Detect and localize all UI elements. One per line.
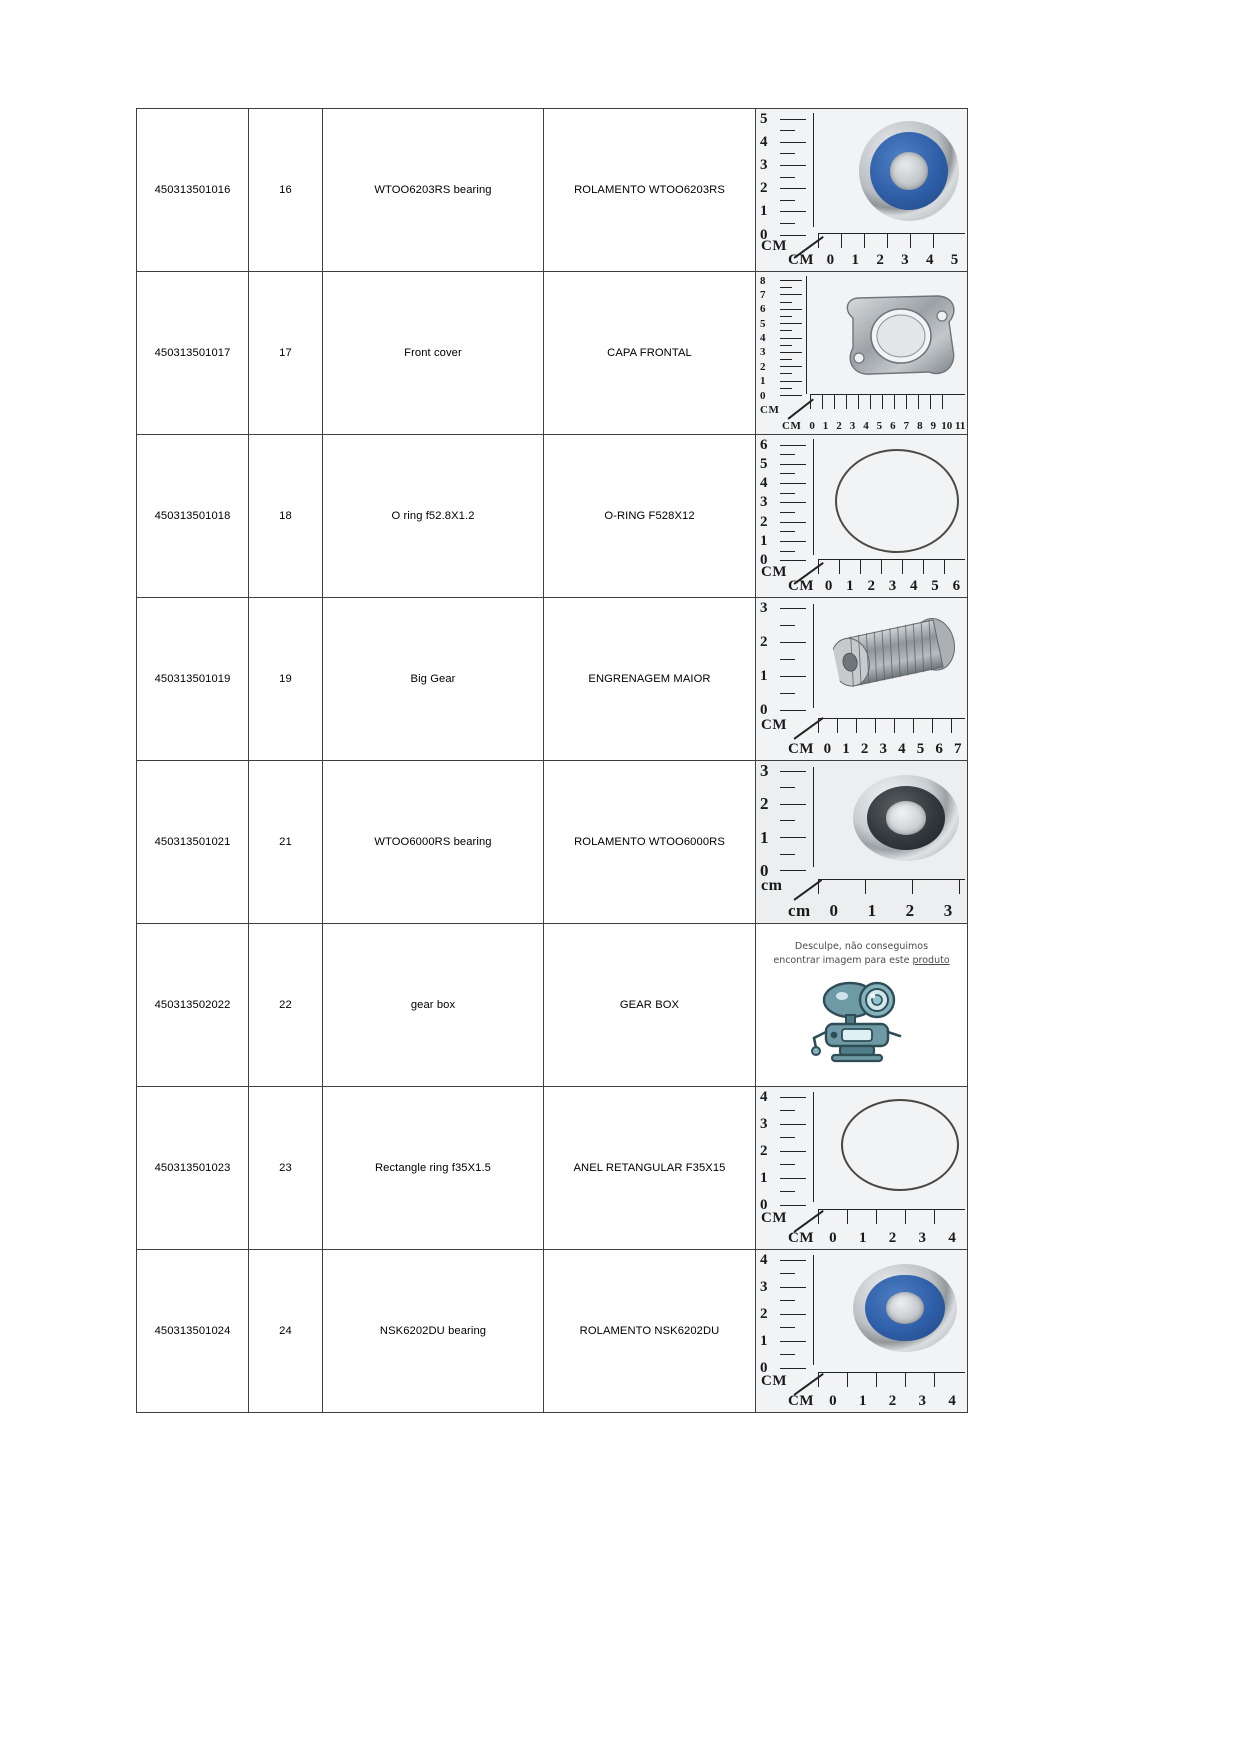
v-tick-label: 7: [760, 288, 766, 301]
ball-bearing-graphic: [859, 121, 959, 221]
h-unit-label: CM: [788, 578, 814, 594]
front-cover-graphic: [837, 288, 963, 384]
vertical-ruler: [760, 761, 830, 880]
v-tick-label: 3: [760, 599, 768, 616]
cell-product-image: [756, 1087, 968, 1250]
v-tick-label: 1: [760, 1169, 768, 1186]
table-row: [137, 598, 968, 761]
h-tick-label: 0: [829, 1393, 837, 1409]
h-tick-label: 1: [842, 741, 850, 757]
v-tick-label: 3: [760, 494, 768, 511]
h-tick-label: 3: [918, 1230, 927, 1246]
product-photo-rectangle-ring: [756, 1087, 967, 1249]
cell-name-en: gear box: [323, 924, 544, 1087]
v-tick-label: 2: [760, 794, 769, 814]
cell-item-number: 24: [249, 1250, 323, 1413]
rectangle-ring-graphic: [841, 1099, 959, 1191]
v-tick-label: 3: [760, 156, 768, 173]
v-tick-label: 0: [760, 860, 769, 880]
cell-name-pt: CAPA FRONTAL: [544, 272, 756, 435]
v-tick-label: 4: [760, 1088, 768, 1105]
cell-name-pt: ROLAMENTO NSK6202DU: [544, 1250, 756, 1413]
cell-part-code: 450313501016: [137, 109, 249, 272]
h-tick-label: 2: [860, 741, 869, 757]
v-unit-label: CM: [761, 1373, 787, 1389]
h-tick-label: 5: [876, 420, 883, 432]
table-row: [137, 435, 968, 598]
cell-name-en: WTOO6000RS bearing: [323, 761, 544, 924]
v-tick-label: 2: [760, 1305, 768, 1322]
v-tick-label: 1: [760, 1332, 768, 1349]
h-tick-label: 7: [903, 420, 910, 432]
v-tick-label: 6: [760, 303, 766, 316]
h-tick-label: 3: [918, 1393, 927, 1409]
cell-product-image: [756, 924, 968, 1087]
robot-icon: [802, 976, 922, 1073]
placeholder-line-2: encontrar imagem para este: [773, 954, 913, 966]
cell-item-number: 18: [249, 435, 323, 598]
v-tick-label: 4: [760, 1251, 768, 1268]
cell-name-en: O ring f52.8X1.2: [323, 435, 544, 598]
cell-name-pt: ROLAMENTO WTOO6203RS: [544, 109, 756, 272]
cell-product-image: [756, 1250, 968, 1413]
v-unit-label: CM: [761, 238, 787, 254]
h-tick-label: 6: [935, 741, 943, 757]
cell-part-code: 450313501017: [137, 272, 249, 435]
h-tick-label: 0: [824, 578, 833, 594]
h-tick-label: 4: [898, 741, 906, 757]
h-unit-label: CM: [788, 1393, 814, 1409]
cell-part-code: 450313502022: [137, 924, 249, 1087]
v-tick-label: 2: [760, 1142, 768, 1159]
o-ring-graphic: [835, 449, 959, 553]
ball-bearing-graphic: [853, 1264, 957, 1352]
parts-table-body: [137, 109, 968, 1413]
h-tick-label: 0: [809, 420, 815, 432]
cell-item-number: 16: [249, 109, 323, 272]
v-tick-label: 6: [760, 436, 768, 453]
table-row: [137, 272, 968, 435]
product-photo-o-ring: [756, 435, 967, 597]
v-tick-label: 0: [760, 701, 768, 718]
table-row: [137, 761, 968, 924]
v-tick-label: 0: [760, 1196, 768, 1213]
cell-name-en: Rectangle ring f35X1.5: [323, 1087, 544, 1250]
product-photo-bearing-wtoo6000rs: [756, 761, 967, 923]
v-tick-label: 0: [760, 389, 766, 402]
table-row: [137, 1087, 968, 1250]
v-tick-label: 0: [760, 1359, 768, 1376]
h-tick-label: 7: [953, 741, 962, 757]
v-unit-label: CM: [761, 564, 787, 580]
v-tick-label: 1: [760, 667, 768, 684]
cell-part-code: 450313501023: [137, 1087, 249, 1250]
h-unit-label: CM: [788, 741, 814, 757]
v-tick-label: 4: [760, 332, 766, 344]
h-unit-label: CM: [788, 252, 814, 268]
h-tick-label: 4: [948, 1393, 956, 1409]
v-tick-label: 0: [760, 226, 768, 243]
vertical-ruler: [760, 1251, 830, 1376]
h-tick-label: 4: [863, 420, 869, 432]
v-unit-label: CM: [761, 1210, 787, 1226]
cell-name-en: WTOO6203RS bearing: [323, 109, 544, 272]
image-not-found-placeholder: [756, 924, 967, 1086]
v-tick-label: 0: [760, 552, 768, 569]
front-cover-svg: [837, 288, 963, 384]
cell-product-image: [756, 761, 968, 924]
cell-item-number: 19: [249, 598, 323, 761]
v-tick-label: 3: [760, 761, 769, 780]
cell-name-pt: ROLAMENTO WTOO6000RS: [544, 761, 756, 924]
v-tick-label: 5: [760, 455, 768, 472]
h-unit-label: cm: [788, 901, 811, 920]
h-tick-label: 0: [826, 252, 835, 268]
cell-item-number: 21: [249, 761, 323, 924]
cell-item-number: 17: [249, 272, 323, 435]
cell-name-pt: ENGRENAGEM MAIOR: [544, 598, 756, 761]
v-tick-label: 2: [760, 513, 768, 530]
h-tick-label: 2: [876, 252, 884, 268]
h-tick-label: 2: [905, 901, 915, 920]
v-tick-label: 5: [760, 110, 768, 127]
h-tick-label: 1: [851, 252, 859, 268]
product-photo-bearing-wtoo6203rs: [756, 109, 967, 271]
v-tick-label: 2: [760, 180, 768, 197]
cell-name-pt: O-RING F528X12: [544, 435, 756, 598]
parts-table: [136, 108, 968, 1413]
cell-name-en: Front cover: [323, 272, 544, 435]
product-photo-bearing-nsk6202du: [756, 1250, 967, 1412]
h-tick-label: 1: [858, 1393, 867, 1409]
h-tick-label: 6: [952, 578, 961, 594]
cell-name-en: Big Gear: [323, 598, 544, 761]
h-tick-label: 11: [955, 420, 966, 432]
robot-svg: [802, 976, 922, 1068]
h-unit-label: CM: [788, 1230, 814, 1246]
v-tick-label: 4: [760, 133, 768, 150]
table-row: [137, 1250, 968, 1413]
product-photo-front-cover: [756, 272, 967, 434]
cell-product-image: [756, 272, 968, 435]
h-tick-label: 0: [829, 901, 838, 920]
helical-gear-graphic: [831, 612, 966, 693]
placeholder-link[interactable]: produto: [912, 954, 950, 966]
gear-svg: [831, 612, 966, 693]
h-tick-label: 5: [931, 578, 939, 594]
vertical-ruler: [760, 436, 830, 569]
h-tick-label: 3: [943, 901, 953, 920]
h-tick-label: 3: [888, 578, 897, 594]
v-tick-label: 3: [760, 346, 766, 359]
cell-item-number: 23: [249, 1087, 323, 1250]
v-tick-label: 4: [760, 475, 768, 492]
table-row: [137, 109, 968, 272]
placeholder-line-1: Desculpe, não conseguimos: [794, 941, 929, 952]
cell-part-code: 450313501024: [137, 1250, 249, 1413]
h-tick-label: 0: [829, 1230, 837, 1246]
cell-product-image: [756, 435, 968, 598]
h-tick-label: 2: [888, 1393, 897, 1409]
vertical-ruler: [760, 1088, 830, 1213]
v-tick-label: 2: [760, 360, 766, 373]
v-tick-label: 1: [760, 827, 769, 847]
h-tick-label: 1: [846, 578, 854, 594]
h-tick-label: 3: [849, 420, 856, 432]
h-tick-label: 0: [823, 741, 832, 757]
h-tick-label: 1: [867, 901, 877, 920]
h-tick-label: 3: [879, 741, 887, 757]
h-tick-label: 1: [858, 1230, 867, 1246]
cell-part-code: 450313501019: [137, 598, 249, 761]
placeholder-message: [773, 940, 949, 968]
cell-name-pt: ANEL RETANGULAR F35X15: [544, 1087, 756, 1250]
v-tick-label: 1: [760, 203, 768, 220]
h-tick-label: 4: [910, 578, 918, 594]
v-tick-label: 3: [760, 1278, 768, 1295]
cell-name-en: NSK6202DU bearing: [323, 1250, 544, 1413]
h-tick-label: 4: [925, 252, 934, 268]
table-row: [137, 924, 968, 1087]
cell-product-image: [756, 109, 968, 272]
v-tick-label: 1: [760, 533, 768, 550]
cell-part-code: 450313501021: [137, 761, 249, 924]
h-tick-label: 10: [941, 420, 953, 432]
v-tick-label: 3: [760, 1115, 768, 1132]
h-tick-label: 3: [901, 252, 909, 268]
cell-product-image: [756, 598, 968, 761]
v-unit-label: CM: [761, 717, 787, 733]
product-photo-big-gear: [756, 598, 967, 760]
cell-name-pt: GEAR BOX: [544, 924, 756, 1087]
h-unit-label: CM: [782, 420, 802, 432]
v-tick-label: 8: [760, 274, 766, 287]
ball-bearing-graphic: [853, 775, 959, 861]
v-unit-label: cm: [761, 877, 783, 894]
cell-item-number: 22: [249, 924, 323, 1087]
h-tick-label: 2: [836, 420, 842, 432]
vertical-ruler: [760, 599, 830, 718]
vertical-ruler: [760, 276, 822, 400]
h-tick-label: 5: [916, 741, 925, 757]
h-tick-label: 1: [822, 420, 829, 432]
v-tick-label: 2: [760, 633, 768, 650]
h-tick-label: 8: [917, 420, 923, 432]
v-tick-label: 5: [760, 317, 766, 330]
h-tick-label: 2: [888, 1230, 897, 1246]
cell-part-code: 450313501018: [137, 435, 249, 598]
h-tick-label: 4: [948, 1230, 956, 1246]
h-tick-label: 2: [867, 578, 875, 594]
h-tick-label: 5: [950, 252, 959, 268]
h-tick-label: 9: [930, 420, 937, 432]
v-unit-label: CM: [760, 404, 780, 416]
v-tick-label: 1: [760, 375, 766, 388]
h-tick-label: 6: [890, 420, 896, 432]
vertical-ruler: [760, 110, 830, 243]
